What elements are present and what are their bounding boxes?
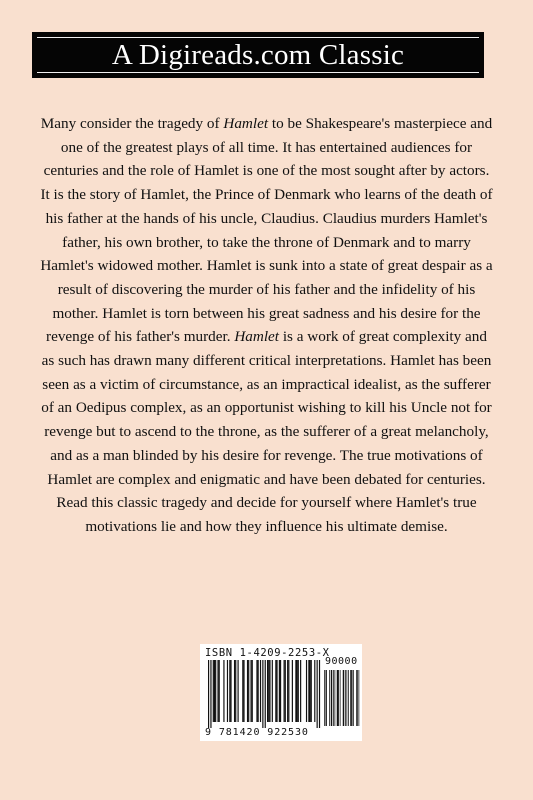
description-segment: Many consider the tragedy of	[40, 115, 224, 132]
addon-bar	[332, 670, 333, 726]
barcode-bar	[229, 660, 230, 722]
barcode-bar	[276, 660, 277, 722]
addon-bar	[333, 670, 334, 726]
barcode-bar	[252, 660, 253, 722]
barcode-bar	[214, 660, 215, 722]
barcode-bar	[230, 660, 231, 722]
barcode-bar	[262, 660, 263, 728]
description-segment-title: Hamlet	[223, 115, 269, 132]
addon-bar	[331, 670, 332, 726]
barcode-bar	[297, 660, 298, 722]
barcode-bar	[213, 660, 214, 722]
barcode-bar	[265, 660, 266, 728]
addon-bar	[347, 670, 348, 726]
barcode-bar	[287, 660, 288, 722]
addon-bar	[338, 670, 339, 726]
barcode-bar	[295, 660, 296, 722]
barcode-bar	[308, 660, 309, 722]
barcode-bar	[311, 660, 312, 722]
barcode-bar	[292, 660, 293, 722]
addon-bar	[353, 670, 354, 726]
barcode-bar	[306, 660, 307, 722]
addon-bar	[338, 670, 339, 726]
price-code: 90000	[325, 656, 358, 667]
barcode-bar	[210, 660, 211, 728]
barcode-bar	[300, 660, 301, 722]
barcode-bar	[268, 660, 269, 722]
barcode-bar	[284, 660, 285, 722]
barcode-bar	[250, 660, 251, 722]
barcode-bar	[258, 660, 259, 722]
addon-bar	[345, 670, 346, 726]
barcode-bar	[272, 660, 273, 722]
barcode-bar	[314, 660, 315, 722]
addon-bar	[348, 670, 349, 726]
addon-bar	[357, 670, 358, 726]
barcode-bar	[279, 660, 280, 722]
addon-bar	[350, 670, 351, 726]
series-banner-frame	[37, 37, 479, 73]
barcode-bar	[219, 660, 220, 722]
barcode-bar	[247, 660, 248, 722]
addon-bar	[352, 670, 353, 726]
addon-bar	[326, 670, 327, 726]
barcode-bar	[256, 660, 257, 722]
barcode-bar	[243, 660, 244, 722]
barcode-bar	[215, 660, 216, 722]
addon-bar	[343, 670, 344, 726]
barcode-bar	[319, 660, 320, 728]
addon-bar	[326, 670, 327, 726]
barcode-bar	[275, 660, 276, 722]
series-banner	[32, 32, 484, 78]
series-title: A Digireads.com Classic	[111, 38, 405, 71]
barcode-bar	[267, 660, 268, 722]
addon-bar	[329, 670, 330, 726]
barcode-bar	[260, 660, 261, 722]
addon-bar	[324, 670, 325, 726]
barcode-bar	[235, 660, 236, 722]
isbn-label: ISBN 1-4209-2253-X	[205, 647, 330, 659]
barcode-bar	[288, 660, 289, 722]
barcode-bar	[208, 660, 209, 728]
barcode-bar	[234, 660, 235, 722]
addon-bar	[340, 670, 341, 726]
description-segment: to be Shakespeare's masterpiece and one of the greatest plays of all time. It has entertained audiences for centuries and the role of Hamlet is one of the most sought after by actors. It is the story of Hamlet, the Prince of Denmark who learns of the death of his father at the hands of his uncle, Claudius. Claudius murders Hamlet's father, his own brother, to take the throne of Denmark and to marry Hamlet's widowed mother. Hamlet is sunk into a state of great despair as a result of discovering the murder of his father and the infidelity of his mother. Hamlet is torn between his great sadness and his desire for the revenge of his father's murder.	[40, 115, 493, 346]
addon-bar	[359, 670, 360, 726]
addon-bar	[335, 670, 336, 726]
isbn-barcode	[200, 644, 362, 741]
addon-bar	[351, 670, 352, 726]
barcode-bar	[317, 660, 318, 728]
barcode-bar	[248, 660, 249, 722]
barcode-bar	[223, 660, 224, 722]
barcode-bar	[269, 660, 270, 722]
barcode-bar	[217, 660, 218, 722]
book-description	[38, 112, 495, 539]
barcode-bar	[280, 660, 281, 722]
addon-bar	[356, 670, 357, 726]
ean-digits: 9 781420 922530	[205, 727, 309, 738]
barcode-bar	[309, 660, 310, 722]
barcode-bar	[285, 660, 286, 722]
barcode-bar	[227, 660, 228, 722]
description-segment-title: Hamlet	[234, 328, 280, 346]
addon-bar	[337, 670, 338, 726]
barcode-bar	[238, 660, 239, 722]
addon-bar	[344, 670, 345, 726]
description-segment: is a work of great complexity and as such has drawn many different critical interpretations. Hamlet has been seen as a victim of circumstance, as an impractical idealist, as the sufferer of an Oedipus complex, as an opportunist wishing to kill his Uncle not for revenge but to ascend to the throne, as the sufferer of a great melancholy, and as a man blinded by his desire for revenge. The true motivations of Hamlet are complex and enigmatic and have been debated for centuries. Read this classic tragedy and decide for yourself where Hamlet's true motivations lie and how they influence his ultimate demise.	[41, 328, 492, 535]
barcode-bar	[242, 660, 243, 722]
barcode-bar	[298, 660, 299, 722]
